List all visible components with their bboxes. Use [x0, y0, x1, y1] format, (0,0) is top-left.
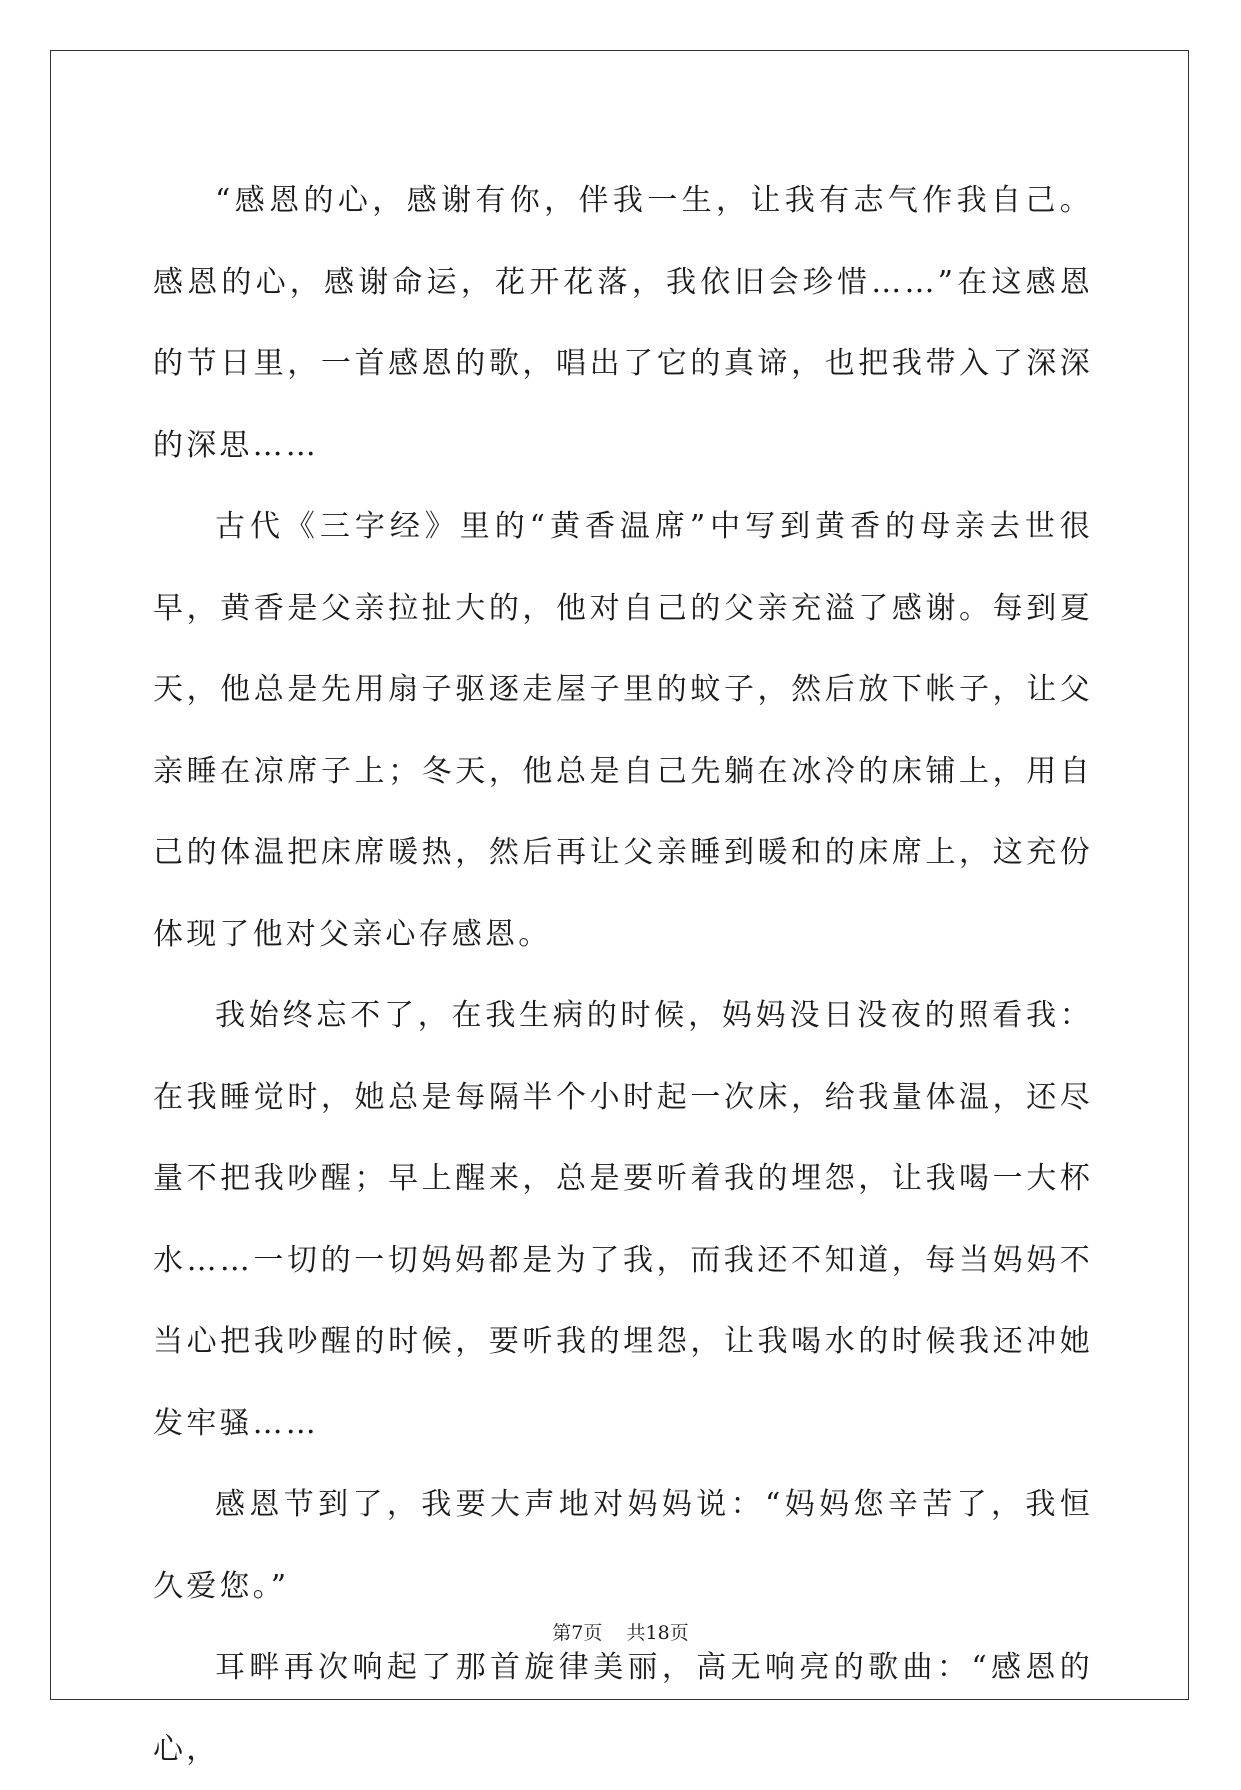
document-body	[153, 160, 1093, 1790]
paragraph-3: 我始终忘不了，在我生病的时候，妈妈没日没夜的照看我：在我睡觉时，她总是每隔半个小时起一次床，给我量体温，还尽量不把我吵醒；早上醒来，总是要听着我的埋怨，让我喝一大杯水……一切的一切妈妈都是为了我，而我还不知道，每当妈妈不当心把我吵醒的时候，要听我的埋怨，让我喝水的时候我还冲她发牢骚……	[153, 998, 1093, 1441]
page-footer	[0, 1618, 1241, 1645]
paragraph-4: 感恩节到了，我要大声地对妈妈说：“妈妈您辛苦了，我恒久爱您。”	[153, 1487, 1093, 1604]
paragraph-2: 古代《三字经》里的“黄香温席”中写到黄香的母亲去世很早，黄香是父亲拉扯大的，他对自己的父亲充溢了感谢。每到夏天，他总是先用扇子驱逐走屋子里的蚊子，然后放下帐子，让父亲睡在凉席子上；冬天，他总是自己先躺在冰冷的床铺上，用自己的体温把床席暖热，然后再让父亲睡到暖和的床席上，这充份体现了他对父亲心存感恩。	[153, 509, 1093, 952]
page-total: 共18页	[626, 1622, 689, 1644]
page-number: 第7页	[552, 1622, 603, 1644]
paragraph-1: “感恩的心，感谢有你，伴我一生，让我有志气作我自己。感恩的心，感谢命运，花开花落，我依旧会珍惜……”在这感恩的节日里，一首感恩的歌，唱出了它的真谛，也把我带入了深深的深思……	[153, 183, 1093, 463]
paragraph-5: 耳畔再次响起了那首旋律美丽，高无响亮的歌曲：“感恩的心，	[153, 1650, 1093, 1767]
